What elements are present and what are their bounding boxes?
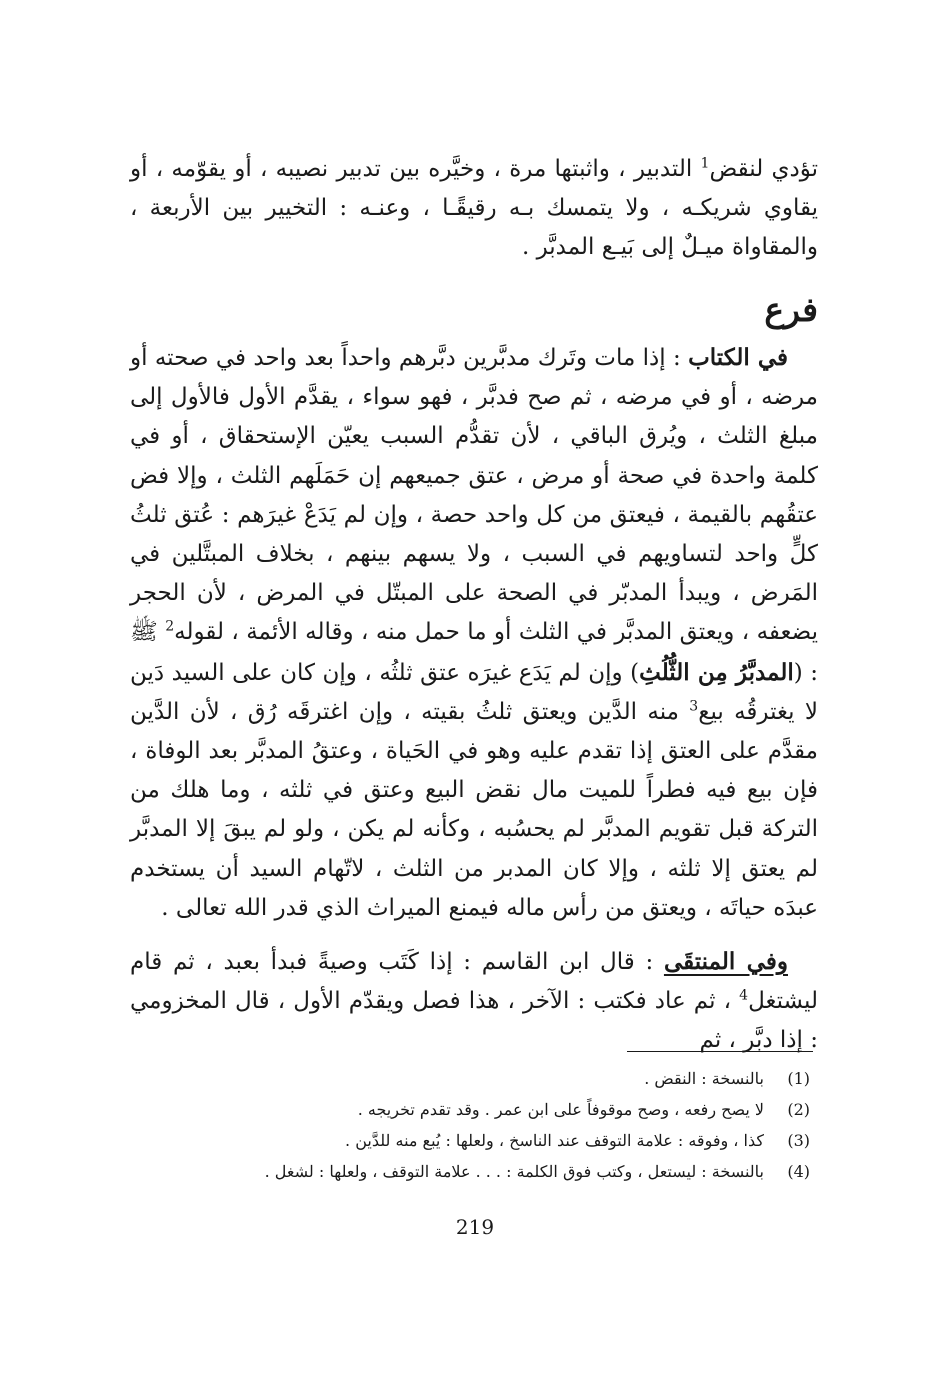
paragraph-1-text [130, 150, 818, 268]
footnote-divider [627, 1051, 813, 1052]
hadith-quote: المدبَّرُ مِن الثُّلُثِ [639, 658, 794, 686]
footnote-number: (3) [787, 1131, 810, 1150]
paragraph-3-text-a: : قال ابن القاسم : إذا كَتَب وصيةً فبدأ بعبد ، ثم قام ليشتغل [130, 949, 818, 1015]
footnote-item [130, 1156, 810, 1187]
paragraph-2-text-d: منه الدَّين ويعتق ثلثُ بقيته ، وإن اغترقَه رُق ، لأن الدَّين مقدَّم على العتق إذا تقدم عليه وهو في الحَياة ، وعتقُ المدبَّر بعد الوفاة ، فإن بيع فيه فطراً للميت مال نقض البيع وعتق في ثلثه ، وما هلك من التركة قبل تقويم المدبَّر لم يحسُبه ، وكأنه لم يكن ، ولو لم يبقَ إلا المدبَّر لم يعتق إلا ثلثه ، وإلا كان المدبر من الثلث ، لاتّهام السيد أن يستخدم عبدَه حياتَه ، ويعتق من رأس ماله فيمنع الميراث الذي قدر الله تعالى . [130, 698, 818, 921]
footnote-ref-2[interactable]: 2 [165, 618, 175, 635]
paragraph-3-text-b: ، ثم عاد فكتب : الآخر ، هذا فصل ويقدّم الأول ، قال المخزومي : إذا دبَّر ، ثم [130, 988, 818, 1054]
footnote-ref-3[interactable]: 3 [689, 698, 699, 715]
paragraph-3-text [130, 942, 818, 1061]
footnote-item [130, 1125, 810, 1156]
paragraph-1-text-a: تؤدي لنقض [709, 156, 818, 182]
footnotes [130, 1063, 810, 1187]
section-heading: فرع [764, 290, 818, 329]
footnote-ref-1[interactable]: 1 [700, 155, 710, 172]
paragraph-3 [130, 942, 818, 1061]
footnote-ref-4[interactable]: 4 [739, 987, 749, 1004]
footnote-item [130, 1063, 810, 1094]
footnote-text: لا يصح رفعه ، وصح موقوفاً على ابن عمر . وقد تقدم تخريجه . [357, 1100, 764, 1119]
footnote-text: كذا ، وفوقه : علامة التوقف عند الناسخ ، ولعلها : يُبع منه للدَّين . [345, 1131, 764, 1150]
paragraph-2 [130, 338, 818, 928]
page-number: 219 [455, 1215, 495, 1239]
paragraph-3-lead: وفي المنتقَى [663, 948, 788, 975]
footnote-number: (1) [787, 1069, 810, 1088]
paragraph-1 [130, 150, 818, 268]
footnote-text: بالنسخة : ليستعل ، وكتب فوق الكلمة : . . . علامة التوقف ، ولعلها : لشغل . [264, 1162, 764, 1181]
paragraph-2-text-c: ) وإن لم يَدَع غيرَه عتق ثلثُه ، وإن كان على السيد دَين لا يغترقُه بيع [130, 659, 818, 725]
paragraph-2-text [130, 338, 818, 928]
paragraph-1-text-b: التدبير ، واثبتها مرة ، وخيَّره بين تدبير نصيبه ، أو يقوّمه ، أو يقاوي شريكـه ، ولا يتمسك بـه رقيقًـا ، وعنـه : التخيير بين الأربعة ، والمقاواة ميـلٌ إلى بَيـع المدبَّر . [130, 156, 818, 261]
footnote-text: بالنسخة : النقض . [644, 1069, 764, 1088]
footnote-number: (2) [787, 1100, 810, 1119]
footnote-item [130, 1094, 810, 1125]
paragraph-2-text-a: : إذا مات وتَرك مدبَّرين دبَّرهم واحداً بعد واحد في صحته أو مرضه ، أو في مرضه ، ثم صح فدبَّر ، فهو سواء ، يقدَّم الأول فالأول إلى مبلغ الثلث ، ويُرق الباقي ، لأن تقدُّم السبب يعيّن الإستحقاق ، أو في كلمة واحدة في صحة أو مرض ، عتق جميعهم إن حَمَلَهم الثلث ، وإلا فض عتقُهم بالقيمة ، فيعتق من كل واحد حصة ، وإن لم يَدَعْ غيرَهم : عُتق ثلثُ كلٍّ واحد لتساويهم في السبب ، ولا يسهم بينهم ، بخلاف المبتَّلين في المَرض ، ويبدأ المدبّر في الصحة على المبتّل في المرض ، لأن الحجر يضعفه ، ويعتق المدبَّر في الثلث أو ما حمل منه ، وقاله الأئمة ، لقوله [130, 345, 818, 646]
paragraph-2-text-b: ﷺ : ( [130, 619, 818, 686]
footnote-number: (4) [787, 1162, 810, 1181]
paragraph-2-lead: في الكتاب [688, 344, 789, 371]
